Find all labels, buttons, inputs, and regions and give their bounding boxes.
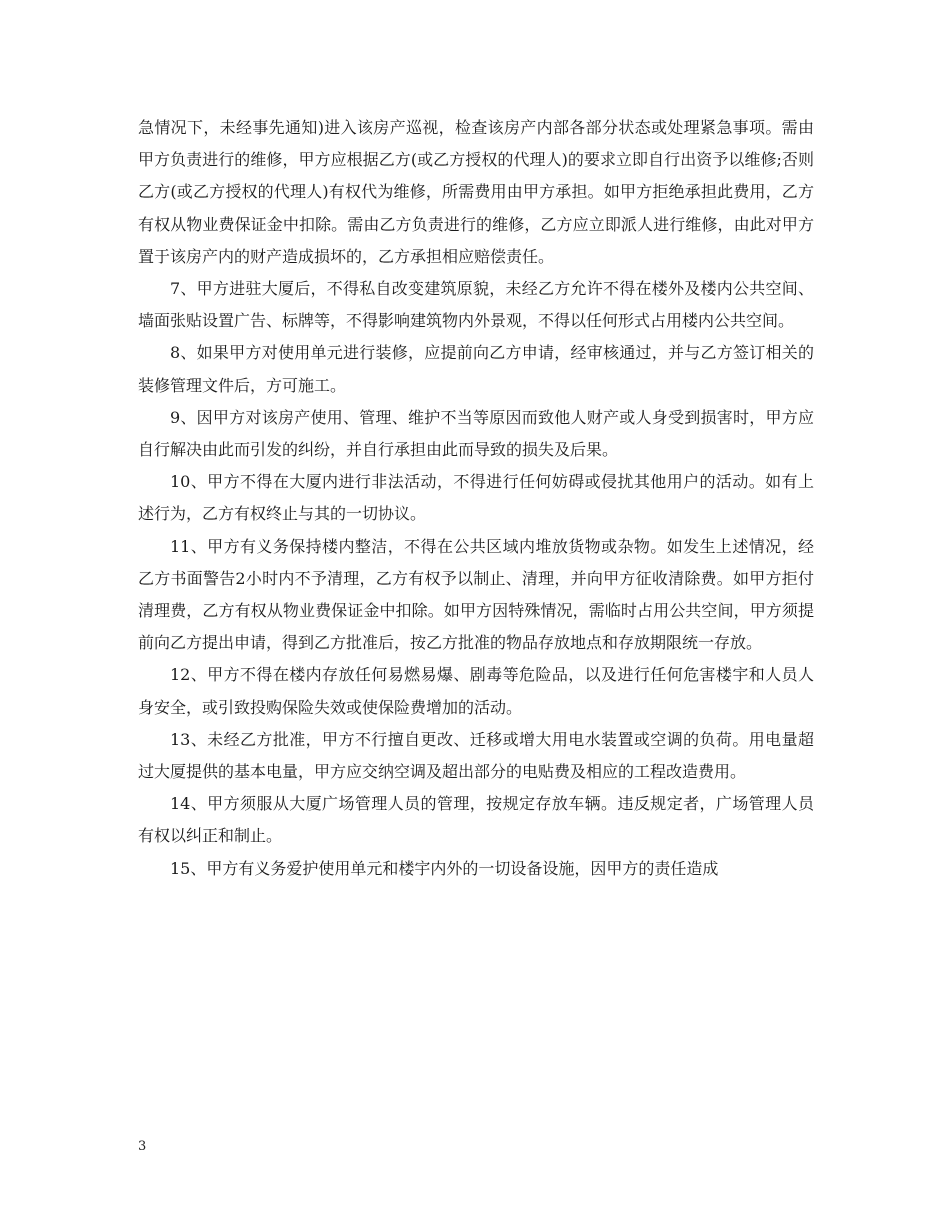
paragraph-clause-13: 13、未经乙方批准，甲方不行擅自更改、迁移或增大用电水装置或空调的负荷。用电量超过大厦提供的基本电量，甲方应交纳空调及超出部分的电贴费及相应的工程改造费用。 [138, 729, 814, 782]
paragraph-continuation: 急情况下，未经事先通知)进入该房产巡视，检查该房产内部各部分状态或处理紧急事项。需由甲方负责进行的维修，甲方应根据乙方(或乙方授权的代理人)的要求立即自行出资予以维修;否则乙方(或乙方授权的代理人)有权代为维修，所需费用由甲方承担。如甲方拒绝承担此费用，乙方有权从物业费保证金中扣除。需由乙方负责进行的维修，乙方应立即派人进行维修，由此对甲方置于该房产内的财产造成损坏的，乙方承担相应赔偿责任。 [138, 118, 814, 266]
paragraph-clause-9: 9、因甲方对该房产使用、管理、维护不当等原因而致他人财产或人身受到损害时，甲方应自行解决由此而引发的纠纷，并自行承担由此而导致的损失及后果。 [138, 407, 814, 460]
paragraph-clause-8: 8、如果甲方对使用单元进行装修，应提前向乙方申请，经审核通过，并与乙方签订相关的装修管理文件后，方可施工。 [138, 343, 814, 395]
paragraph-clause-12: 12、甲方不得在楼内存放任何易燃易爆、剧毒等危险品，以及进行任何危害楼宇和人员人身安全，或引致投购保险失效或使保险费增加的活动。 [138, 665, 814, 717]
paragraph-clause-10: 10、甲方不得在大厦内进行非法活动，不得进行任何妨碍或侵扰其他用户的活动。如有上述行为，乙方有权终止与其的一切协议。 [138, 472, 814, 524]
document-body [138, 112, 814, 885]
paragraph-clause-11: 11、甲方有义务保持楼内整洁，不得在公共区域内堆放货物或杂物。如发生上述情况，经乙方书面警告2小时内不予清理，乙方有权予以制止、清理，并向甲方征收清除费。如甲方拒付清理费，乙方有权从物业费保证金中扣除。如甲方因特殊情况，需临时占用公共空间，甲方须提前向乙方提出申请，得到乙方批准后，按乙方批准的物品存放地点和存放期限统一存放。 [138, 536, 814, 653]
page-number: 3 [138, 1139, 147, 1154]
paragraph-clause-7: 7、甲方进驻大厦后，不得私自改变建筑原貌，未经乙方允许不得在楼外及楼内公共空间、墙面张贴设置广告、标牌等，不得影响建筑物内外景观，不得以任何形式占用楼内公共空间。 [138, 279, 814, 331]
paragraph-clause-15: 15、甲方有义务爱护使用单元和楼宇内外的一切设备设施，因甲方的责任造成 [170, 858, 719, 878]
paragraph-clause-14: 14、甲方须服从大厦广场管理人员的管理，按规定存放车辆。违反规定者，广场管理人员有权以纠正和制止。 [138, 794, 814, 846]
